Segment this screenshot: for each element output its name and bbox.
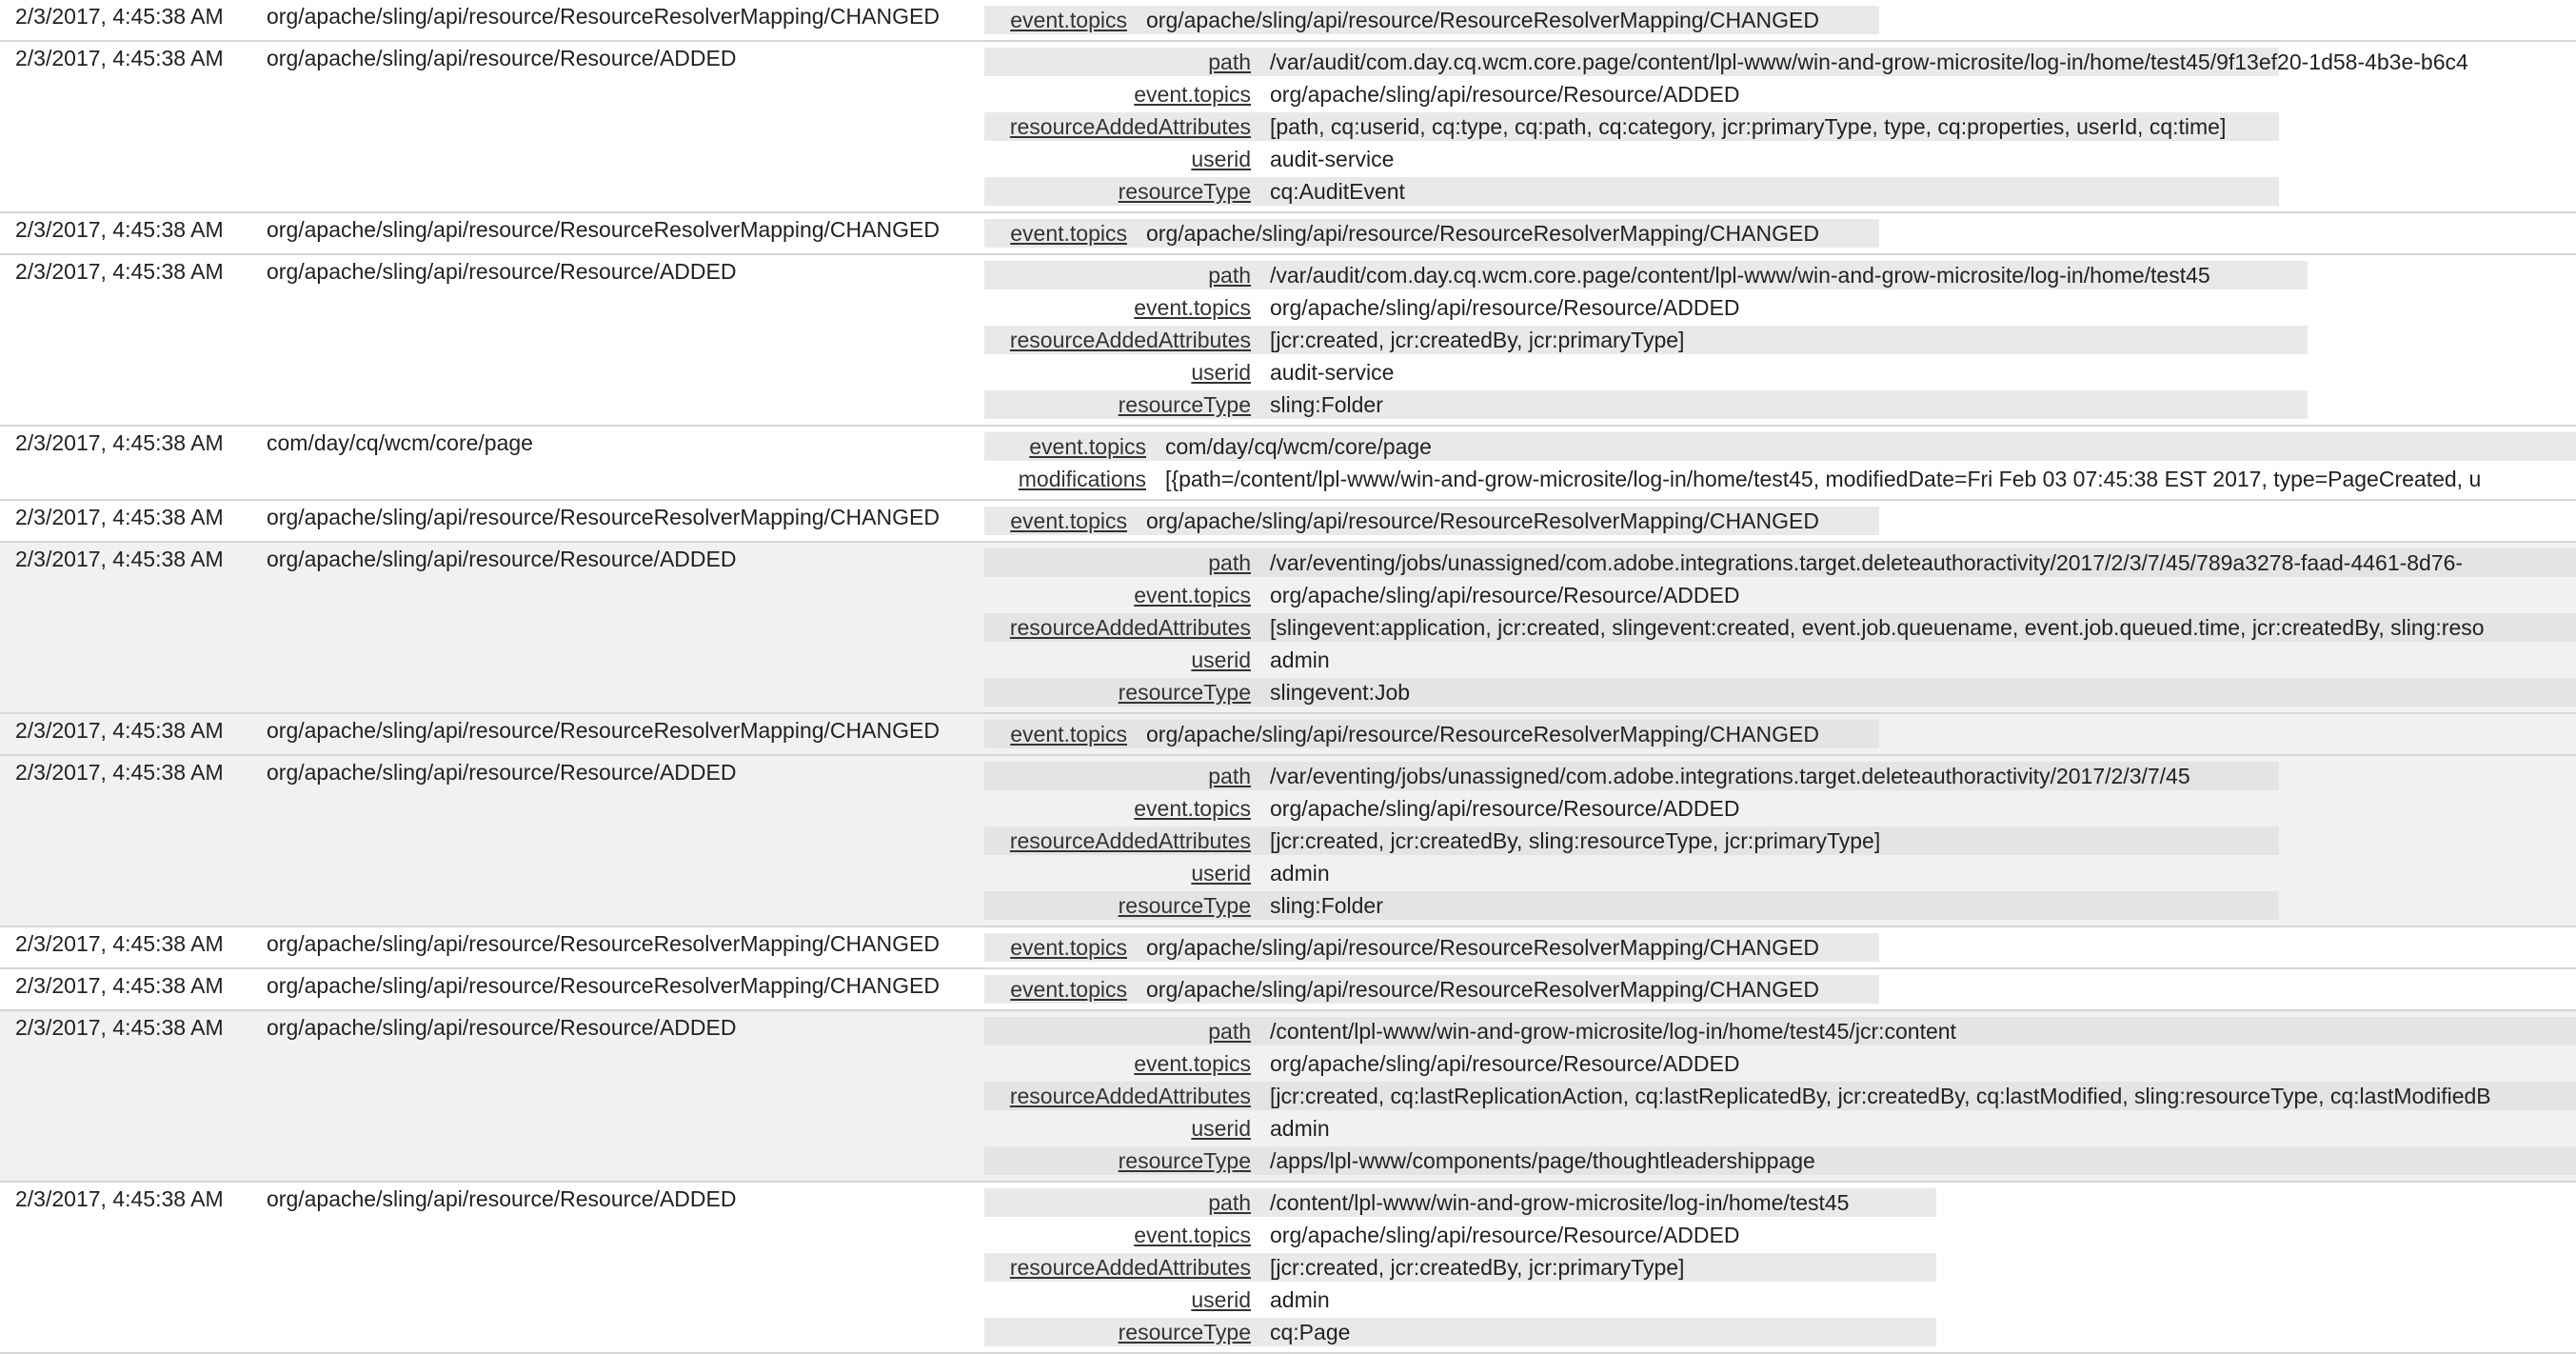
property-value: [jcr:created, jcr:createdBy, jcr:primaryType] (1270, 328, 1685, 352)
property-value: audit-service (1270, 360, 1395, 385)
event-row (0, 1011, 2576, 1183)
property-row (984, 1145, 2576, 1177)
property-value: [slingevent:application, jcr:created, slingevent:created, event.job.queuename, event.job.queued.time, jcr:createdBy, sling:reso (1270, 615, 2485, 640)
property-row (984, 1080, 2576, 1112)
property-key-link[interactable]: path (1208, 764, 1251, 788)
event-row (0, 927, 2576, 969)
property-row (984, 1219, 2576, 1251)
property-key-link[interactable]: resourceType (1118, 893, 1251, 918)
property-key-link[interactable]: resourceAddedAttributes (1009, 828, 1251, 853)
property-row (984, 931, 2576, 964)
property-value: [jcr:created, jcr:createdBy, sling:resourceType, jcr:primaryType] (1270, 828, 1881, 853)
event-timestamp: 2/3/2017, 4:45:38 AM (15, 1015, 224, 1040)
event-topic: org/apache/sling/api/resource/Resource/ADDED (267, 46, 737, 70)
event-topic: org/apache/sling/api/resource/ResourceResolverMapping/CHANGED (267, 4, 940, 29)
event-timestamp: 2/3/2017, 4:45:38 AM (15, 973, 224, 998)
property-row (984, 217, 2576, 249)
property-value: sling:Folder (1270, 392, 1383, 417)
property-value: admin (1270, 1287, 1330, 1312)
event-properties (984, 931, 2576, 964)
event-properties (984, 430, 2576, 495)
property-row (984, 676, 2576, 708)
property-value: org/apache/sling/api/resource/ResourceResolverMapping/CHANGED (1146, 977, 1819, 1002)
property-key-link[interactable]: modifications (1018, 467, 1146, 491)
property-key-link[interactable]: event.topics (1134, 1051, 1251, 1076)
property-key-link[interactable]: resourceAddedAttributes (1009, 1255, 1251, 1280)
property-key-link[interactable]: event.topics (1010, 508, 1127, 533)
event-row (0, 213, 2576, 255)
property-row (984, 644, 2576, 676)
property-row (984, 973, 2576, 1006)
property-value: [path, cq:userid, cq:type, cq:path, cq:category, jcr:primaryType, type, cq:properties, userId, cq:time] (1270, 114, 2227, 139)
event-timestamp: 2/3/2017, 4:45:38 AM (15, 259, 224, 284)
property-row (984, 1186, 2576, 1219)
property-value: /content/lpl-www/win-and-grow-microsite/log-in/home/test45 (1270, 1190, 1850, 1215)
property-key-link[interactable]: userid (1191, 360, 1251, 385)
property-key-link[interactable]: path (1208, 1190, 1251, 1215)
event-topic: org/apache/sling/api/resource/Resource/ADDED (267, 547, 737, 571)
property-value: org/apache/sling/api/resource/ResourceResolverMapping/CHANGED (1146, 221, 1819, 246)
event-row (0, 427, 2576, 501)
property-row (984, 547, 2576, 579)
property-key-link[interactable]: resourceAddedAttributes (1009, 1084, 1251, 1108)
event-timestamp: 2/3/2017, 4:45:38 AM (15, 760, 224, 785)
property-value: org/apache/sling/api/resource/Resource/ADDED (1270, 583, 1740, 607)
property-key-link[interactable]: event.topics (1134, 796, 1251, 821)
property-key-link[interactable]: resourceAddedAttributes (1009, 114, 1251, 139)
property-value: org/apache/sling/api/resource/ResourceResolverMapping/CHANGED (1146, 8, 1819, 32)
event-topic: org/apache/sling/api/resource/Resource/ADDED (267, 1186, 737, 1211)
event-timestamp: 2/3/2017, 4:45:38 AM (15, 217, 224, 242)
property-row (984, 143, 2576, 175)
event-timestamp: 2/3/2017, 4:45:38 AM (15, 718, 224, 743)
property-value: /content/lpl-www/win-and-grow-microsite/log-in/home/test45/jcr:content (1270, 1019, 1956, 1044)
property-key-link[interactable]: event.topics (1134, 1223, 1251, 1247)
property-key-link[interactable]: event.topics (1010, 977, 1127, 1002)
property-row (984, 259, 2576, 291)
property-key-link[interactable]: userid (1191, 147, 1251, 171)
event-row (0, 714, 2576, 756)
property-row (984, 324, 2576, 356)
property-row (984, 78, 2576, 110)
property-key-link[interactable]: userid (1191, 647, 1251, 672)
event-properties (984, 259, 2576, 421)
property-key-link[interactable]: resourceAddedAttributes (1009, 328, 1251, 352)
property-row (984, 1284, 2576, 1316)
property-row (984, 760, 2576, 792)
event-topic: org/apache/sling/api/resource/ResourceResolverMapping/CHANGED (267, 505, 940, 529)
property-key-link[interactable]: event.topics (1010, 8, 1127, 32)
property-value: [{path=/content/lpl-www/win-and-grow-microsite/log-in/home/test45, modifiedDate=Fri Feb 03 07:45:38 EST 2017, type=PageCreated, u (1165, 467, 2482, 491)
property-row (984, 889, 2576, 922)
property-value: org/apache/sling/api/resource/Resource/ADDED (1270, 1223, 1740, 1247)
property-row (984, 291, 2576, 324)
event-row (0, 255, 2576, 427)
property-row (984, 463, 2576, 495)
event-row (0, 543, 2576, 714)
property-value: audit-service (1270, 147, 1395, 171)
property-key-link[interactable]: resourceType (1118, 1148, 1251, 1173)
property-value: org/apache/sling/api/resource/ResourceResolverMapping/CHANGED (1146, 508, 1819, 533)
property-row (984, 46, 2576, 78)
property-row (984, 356, 2576, 388)
property-row (984, 718, 2576, 750)
property-value: [jcr:created, cq:lastReplicationAction, cq:lastReplicatedBy, jcr:createdBy, cq:lastModified, sling:resourceType, cq:lastModifiedB (1270, 1084, 2491, 1108)
property-value: slingevent:Job (1270, 680, 1411, 705)
event-properties (984, 547, 2576, 708)
property-value: sling:Folder (1270, 893, 1383, 918)
property-key-link[interactable]: path (1208, 50, 1251, 74)
event-topic: org/apache/sling/api/resource/ResourceResolverMapping/CHANGED (267, 217, 940, 242)
property-value: /var/audit/com.day.cq.wcm.core.page/content/lpl-www/win-and-grow-microsite/log-in/home/test45/9f13ef20-1d58-4b3e-b6c4 (1270, 50, 2468, 74)
property-key-link[interactable]: resourceType (1118, 392, 1251, 417)
event-properties (984, 718, 2576, 750)
property-value: /var/audit/com.day.cq.wcm.core.page/content/lpl-www/win-and-grow-microsite/log-in/home/test45 (1270, 263, 2210, 288)
event-row (0, 501, 2576, 543)
event-row (0, 1183, 2576, 1354)
property-value: org/apache/sling/api/resource/Resource/ADDED (1270, 82, 1740, 107)
property-key-link[interactable]: event.topics (1010, 722, 1127, 747)
property-row (984, 505, 2576, 537)
property-key-link[interactable]: resourceType (1118, 1320, 1251, 1344)
property-value: org/apache/sling/api/resource/ResourceResolverMapping/CHANGED (1146, 935, 1819, 960)
event-timestamp: 2/3/2017, 4:45:38 AM (15, 505, 224, 529)
property-row (984, 825, 2576, 857)
property-key-link[interactable]: event.topics (1134, 583, 1251, 607)
property-key-link[interactable]: path (1208, 263, 1251, 288)
event-properties (984, 760, 2576, 922)
event-topic: com/day/cq/wcm/core/page (267, 430, 533, 455)
property-row (984, 1316, 2576, 1348)
property-row (984, 110, 2576, 143)
event-row (0, 969, 2576, 1011)
property-value: com/day/cq/wcm/core/page (1165, 434, 1432, 459)
event-row (0, 0, 2576, 42)
event-topic: org/apache/sling/api/resource/Resource/ADDED (267, 760, 737, 785)
property-row (984, 1015, 2576, 1047)
property-value: admin (1270, 861, 1330, 886)
event-row (0, 42, 2576, 213)
event-row (0, 756, 2576, 927)
event-topic: org/apache/sling/api/resource/ResourceResolverMapping/CHANGED (267, 931, 940, 956)
event-properties (984, 217, 2576, 249)
property-row (984, 430, 2576, 463)
property-row (984, 1251, 2576, 1284)
property-value: org/apache/sling/api/resource/Resource/ADDED (1270, 796, 1740, 821)
property-row (984, 4, 2576, 36)
property-value: /apps/lpl-www/components/page/thoughtleadershippage (1270, 1148, 1815, 1173)
event-topic: org/apache/sling/api/resource/Resource/ADDED (267, 259, 737, 284)
event-timestamp: 2/3/2017, 4:45:38 AM (15, 46, 224, 70)
event-properties (984, 1186, 2576, 1348)
event-properties (984, 1015, 2576, 1177)
property-row (984, 1112, 2576, 1145)
property-key-link[interactable]: resourceAddedAttributes (1009, 615, 1251, 640)
property-value: admin (1270, 647, 1330, 672)
property-key-link[interactable]: userid (1191, 861, 1251, 886)
property-row (984, 175, 2576, 208)
property-value: org/apache/sling/api/resource/Resource/ADDED (1270, 1051, 1740, 1076)
property-value: cq:Page (1270, 1320, 1351, 1344)
property-key-link[interactable]: userid (1191, 1287, 1251, 1312)
event-properties (984, 505, 2576, 537)
property-key-link[interactable]: path (1208, 1019, 1251, 1044)
property-key-link[interactable]: event.topics (1134, 82, 1251, 107)
property-value: /var/eventing/jobs/unassigned/com.adobe.integrations.target.deleteauthoractivity/2017/2/3/7/45/789a3278-faad-4461-8d76- (1270, 550, 2464, 575)
event-properties (984, 973, 2576, 1006)
property-value: [jcr:created, jcr:createdBy, jcr:primaryType] (1270, 1255, 1685, 1280)
property-key-link[interactable]: resourceType (1118, 680, 1251, 705)
event-timestamp: 2/3/2017, 4:45:38 AM (15, 931, 224, 956)
property-row (984, 611, 2576, 644)
property-key-link[interactable]: event.topics (1010, 935, 1127, 960)
property-key-link[interactable]: event.topics (1134, 295, 1251, 320)
property-row (984, 792, 2576, 825)
event-properties (984, 46, 2576, 208)
event-topic: org/apache/sling/api/resource/Resource/ADDED (267, 1015, 737, 1040)
property-key-link[interactable]: resourceType (1118, 179, 1251, 204)
property-key-link[interactable]: userid (1191, 1116, 1251, 1141)
property-row (984, 857, 2576, 889)
event-timestamp: 2/3/2017, 4:45:38 AM (15, 547, 224, 571)
property-value: cq:AuditEvent (1270, 179, 1405, 204)
property-key-link[interactable]: event.topics (1029, 434, 1146, 459)
property-row (984, 579, 2576, 611)
property-key-link[interactable]: path (1208, 550, 1251, 575)
property-value: org/apache/sling/api/resource/Resource/ADDED (1270, 295, 1740, 320)
property-value: /var/eventing/jobs/unassigned/com.adobe.integrations.target.deleteauthoractivity/2017/2/3/7/45 (1270, 764, 2190, 788)
event-topic: org/apache/sling/api/resource/ResourceResolverMapping/CHANGED (267, 973, 940, 998)
property-value: org/apache/sling/api/resource/ResourceResolverMapping/CHANGED (1146, 722, 1819, 747)
event-timestamp: 2/3/2017, 4:45:38 AM (15, 430, 224, 455)
property-row (984, 1047, 2576, 1080)
property-key-link[interactable]: event.topics (1010, 221, 1127, 246)
event-topic: org/apache/sling/api/resource/ResourceResolverMapping/CHANGED (267, 718, 940, 743)
property-value: admin (1270, 1116, 1330, 1141)
event-properties (984, 4, 2576, 36)
property-row (984, 388, 2576, 421)
event-timestamp: 2/3/2017, 4:45:38 AM (15, 1186, 224, 1211)
event-timestamp: 2/3/2017, 4:45:38 AM (15, 4, 224, 29)
